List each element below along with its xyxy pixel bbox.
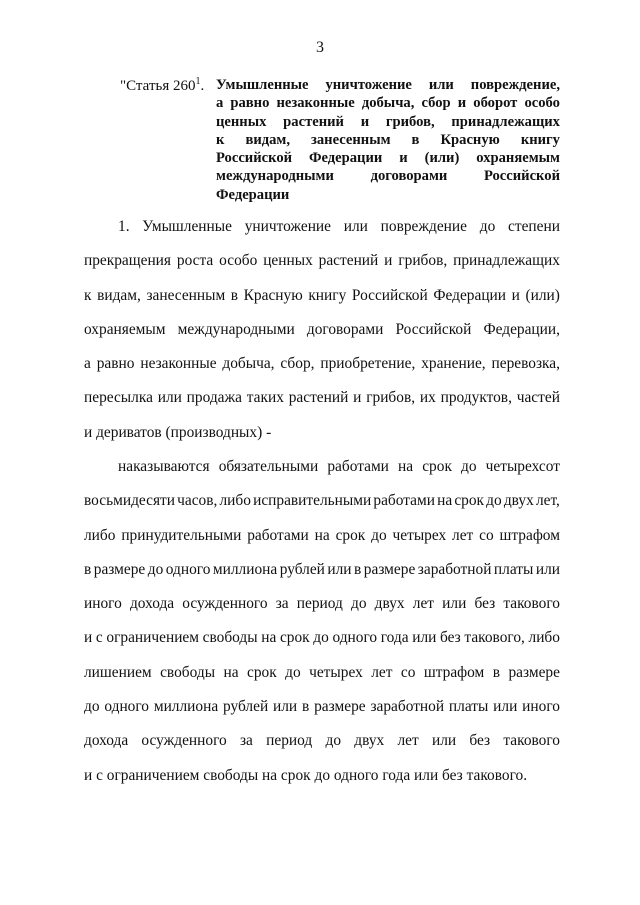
word: уничтожение	[244, 218, 331, 235]
paragraph-line	[84, 381, 560, 415]
word: и	[399, 150, 408, 167]
word: одного	[165, 560, 211, 578]
word: книгу	[520, 131, 560, 148]
paragraph-line	[84, 313, 560, 347]
word: либо	[84, 526, 116, 544]
word: или	[412, 629, 437, 647]
word: приобретение,	[320, 355, 416, 373]
word: или	[431, 732, 457, 750]
word: перевозка,	[491, 355, 560, 373]
word: или	[157, 389, 182, 407]
paragraph-line	[84, 690, 560, 724]
article-number-prefix: "Статья 260	[120, 78, 196, 94]
word: с	[95, 629, 103, 647]
word: или	[535, 560, 560, 578]
word: такового	[503, 732, 560, 750]
word: равно	[96, 355, 135, 373]
article-number-suffix: .	[200, 78, 205, 94]
word: оборот	[473, 95, 518, 112]
word: срок	[247, 663, 277, 681]
word: книгу	[308, 286, 347, 304]
word: незаконные	[140, 355, 217, 373]
word: сбор,	[280, 355, 315, 373]
word: растений	[288, 389, 349, 407]
word: одного	[332, 629, 378, 647]
word: работами	[247, 526, 309, 544]
word: растений	[318, 252, 379, 270]
word: лет	[412, 595, 435, 613]
word: либо	[528, 629, 560, 647]
word: на	[437, 492, 453, 510]
word: принадлежащих	[453, 252, 560, 270]
word: до	[461, 458, 477, 475]
word: договорами	[306, 320, 384, 338]
word: лет,	[535, 492, 560, 510]
paragraph-line	[84, 553, 560, 587]
word: Российской	[351, 286, 428, 304]
word: их	[419, 389, 436, 407]
word: повреждение	[380, 218, 467, 235]
paragraph-line	[84, 519, 560, 553]
word: особо	[219, 252, 258, 270]
word: видам,	[97, 286, 141, 304]
word: Умышленные	[216, 77, 309, 93]
word: исправительными	[253, 492, 372, 510]
word: двух	[374, 595, 405, 613]
word: миллиона	[153, 698, 219, 716]
word: в	[230, 286, 239, 304]
word: на	[223, 663, 239, 681]
article-title-line	[216, 76, 560, 94]
paragraph-line	[84, 210, 560, 244]
paragraph-line	[84, 450, 560, 484]
word: размере	[314, 698, 366, 716]
word: (или)	[424, 150, 460, 167]
word: до	[147, 560, 164, 578]
word: штрафом	[423, 663, 485, 681]
word: или	[273, 698, 298, 716]
word: свободы	[160, 663, 216, 681]
word: и	[360, 113, 370, 130]
word: свободы	[202, 629, 258, 647]
word: незаконные	[276, 95, 355, 112]
word: или	[493, 698, 518, 716]
word: до	[285, 663, 301, 681]
word: до	[84, 698, 100, 716]
word: до	[350, 595, 367, 613]
word: до	[313, 629, 329, 647]
word: и	[457, 95, 467, 112]
word: период	[296, 595, 343, 613]
word: Российской	[216, 150, 293, 167]
word: охраняемым	[476, 150, 560, 167]
word: за	[275, 595, 289, 613]
word: срок	[279, 629, 310, 647]
word: на	[261, 629, 277, 647]
word: работами	[327, 458, 389, 475]
word: двух	[503, 492, 534, 510]
word: степени	[508, 218, 560, 235]
word: международными	[216, 168, 334, 185]
word: платы	[448, 698, 489, 716]
word: занесенным	[311, 131, 391, 148]
part-1-paragraph	[84, 210, 560, 450]
word: договорами	[370, 168, 448, 185]
word: миллиона	[212, 560, 278, 578]
word: со	[400, 663, 416, 681]
word: четырех	[309, 663, 363, 681]
article-title-line	[216, 131, 560, 149]
word: дохода	[84, 732, 129, 750]
word: Федерации,	[483, 320, 560, 338]
word: без	[474, 595, 496, 613]
word: добыча,	[222, 355, 275, 373]
article-number	[120, 76, 204, 96]
word: хранение,	[421, 355, 486, 373]
word: платы	[493, 560, 534, 578]
word: принадлежащих	[451, 113, 560, 130]
word: иного	[84, 595, 122, 613]
paragraph-line	[84, 347, 560, 381]
word: в	[411, 131, 420, 148]
word: в	[302, 698, 310, 716]
word: международными	[177, 320, 295, 338]
word: принудительными	[121, 526, 242, 544]
word: или	[442, 595, 467, 613]
paragraph-line	[84, 621, 560, 655]
word: до	[325, 732, 342, 750]
word: срок	[454, 492, 485, 510]
paragraph-line	[84, 244, 560, 278]
word: штрафом	[499, 526, 560, 544]
word: к	[216, 131, 225, 148]
paragraph-line	[84, 587, 560, 621]
word: видам,	[245, 131, 290, 148]
word: без	[469, 732, 491, 750]
word: до	[371, 526, 387, 544]
word: лет	[371, 663, 393, 681]
page-number: 3	[316, 39, 324, 56]
word: срок	[335, 526, 366, 544]
word: роста	[176, 252, 214, 270]
word: в	[84, 560, 92, 578]
word: пересылка	[84, 389, 153, 407]
word: грибов,	[366, 389, 416, 407]
word: либо	[219, 492, 251, 510]
word: осужденного	[141, 732, 227, 750]
word: или	[343, 218, 368, 235]
word: или	[327, 560, 352, 578]
word: и	[511, 286, 520, 304]
article-title	[216, 76, 560, 204]
word: наказываются	[118, 458, 210, 475]
word: размере	[93, 560, 146, 578]
word: повреждение,	[470, 77, 560, 93]
word: такового	[503, 595, 560, 613]
paragraph-line	[84, 279, 560, 313]
article-heading	[84, 76, 560, 204]
word: Федерации	[308, 150, 383, 167]
article-title-line	[216, 167, 560, 185]
word: лет	[397, 732, 419, 750]
word: ограничением	[106, 629, 199, 647]
word: растений	[283, 113, 344, 130]
word: или	[428, 77, 454, 93]
word: до	[486, 492, 502, 510]
word: срок	[422, 458, 452, 475]
word: частей	[516, 389, 560, 407]
word: Красную	[243, 286, 303, 304]
article-title-line	[216, 113, 560, 131]
word: Российской	[395, 320, 472, 338]
word: рублей	[279, 560, 325, 578]
word: продажа	[186, 389, 242, 407]
article-number-superscript: 1	[195, 76, 201, 87]
word: четырех	[392, 526, 447, 544]
paragraph-line: и с ограничением свободы на срок до одного года или без такового.	[84, 766, 528, 784]
word: равно	[230, 95, 270, 112]
word: Умышленные	[142, 218, 232, 235]
word: а	[84, 355, 91, 373]
word: одного	[104, 698, 149, 716]
word: четырехсот	[485, 458, 560, 475]
word: период	[266, 732, 313, 750]
word: дохода	[129, 595, 175, 613]
word: Федерации	[433, 286, 507, 304]
word: на	[314, 526, 330, 544]
word: грибов,	[398, 252, 448, 270]
word: осужденного	[182, 595, 268, 613]
word: размере	[363, 560, 416, 578]
word: продуктов,	[440, 389, 512, 407]
word: лишением	[84, 663, 152, 681]
article-title-line	[216, 149, 560, 167]
word: ценных	[263, 252, 313, 270]
word: и	[84, 629, 93, 647]
paragraph-line	[84, 656, 560, 690]
word: 1.	[118, 218, 130, 235]
word: сбор	[421, 95, 451, 112]
word: часов,	[177, 492, 218, 510]
word: уничтожение	[325, 77, 412, 93]
word: Российской	[483, 168, 560, 185]
word: со	[479, 526, 494, 544]
word: (или)	[525, 286, 560, 304]
word: иного	[522, 698, 560, 716]
word: заработной	[417, 560, 492, 578]
word: года	[380, 629, 409, 647]
word: и	[353, 389, 362, 407]
word: заработной	[370, 698, 445, 716]
word: грибов,	[385, 113, 435, 130]
word: на	[398, 458, 414, 475]
article-title-line	[216, 94, 560, 112]
word: рублей	[223, 698, 269, 716]
word: двух	[354, 732, 385, 750]
word: до	[479, 218, 496, 235]
word: в	[354, 560, 362, 578]
word: к	[84, 286, 92, 304]
paragraph-line: и дериватов (производных) -	[84, 423, 272, 441]
word: обязательными	[218, 458, 319, 475]
word: размере	[508, 663, 560, 681]
word: Красную	[440, 131, 500, 148]
word: занесенным	[146, 286, 226, 304]
word: восьмидесяти	[84, 492, 175, 510]
word: лет	[452, 526, 474, 544]
sanction-paragraph	[84, 450, 560, 793]
paragraph-line	[84, 724, 560, 758]
word: ценных	[216, 113, 267, 130]
word: работами	[373, 492, 435, 510]
word: охраняемым	[84, 320, 166, 338]
word: такового,	[464, 629, 525, 647]
word: без	[440, 629, 461, 647]
word: и	[384, 252, 393, 270]
article-title-line: Федерации	[216, 186, 290, 203]
paragraph-line	[84, 484, 560, 518]
word: таких	[246, 389, 284, 407]
word: за	[239, 732, 253, 750]
word: в	[492, 663, 500, 681]
word: прекращения	[84, 252, 172, 270]
word: а	[216, 95, 224, 112]
word: добыча,	[361, 95, 415, 112]
word: особо	[524, 95, 560, 112]
